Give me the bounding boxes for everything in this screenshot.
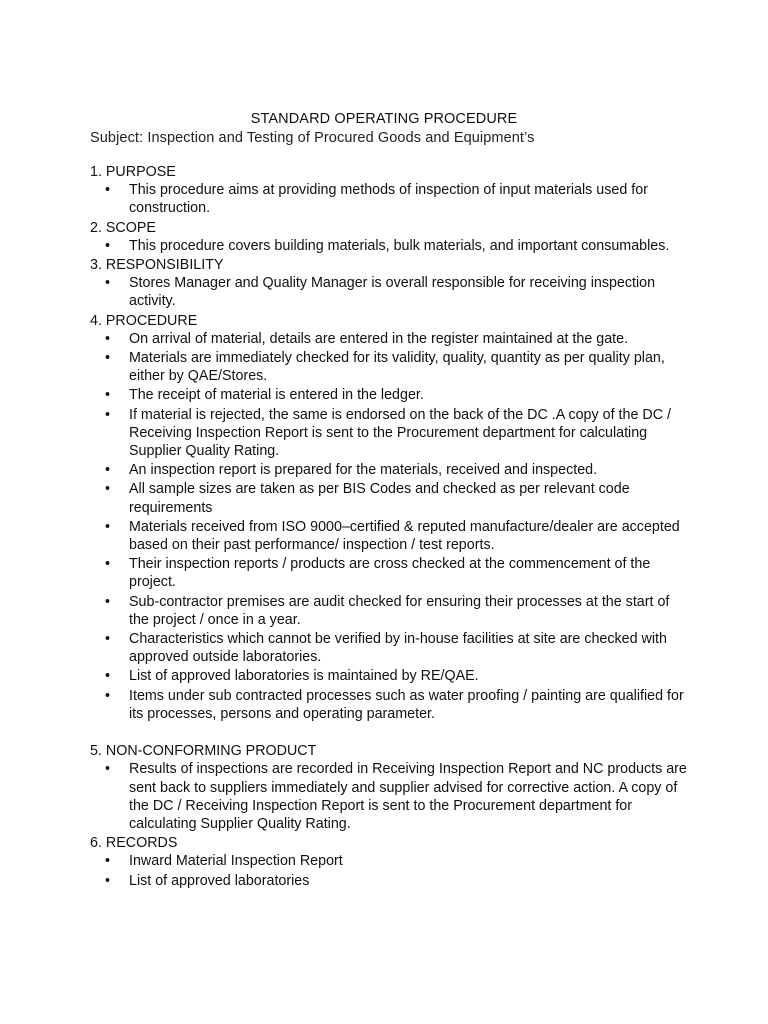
- bullet-icon: •: [105, 406, 111, 423]
- list-item: [90, 872, 690, 890]
- list-item-text: Materials are immediately checked for its validity, quality, quantity as per quality plan, either by QAE/Stores.: [129, 350, 665, 385]
- bullet-icon: •: [105, 481, 111, 498]
- section-heading: 6. RECORDS: [90, 835, 178, 852]
- section-heading: 5. NON-CONFORMING PRODUCT: [90, 743, 317, 760]
- list-item-text: Items under sub contracted processes such as water proofing / painting are qualified for its processes, persons and operating parameter.: [129, 687, 684, 722]
- list-item: [90, 518, 690, 554]
- section-procedure: [90, 312, 690, 723]
- document-body: [90, 163, 690, 891]
- bullet-icon: •: [105, 853, 111, 870]
- list-item: [90, 181, 690, 217]
- bullet-icon: •: [105, 556, 111, 573]
- list-item-text: Results of inspections are recorded in Receiving Inspection Report and NC products are sent back to suppliers immediately and supplier advised for corrective action. A copy of the DC / Receiving Inspection Report is sent to the Procurement department for calculating Supplier Quality Rating.: [129, 761, 687, 832]
- list-item: [90, 386, 690, 404]
- list-item-text: Materials received from ISO 9000–certified & reputed manufacture/dealer are accepted based on their past performance/ inspection / test reports.: [129, 518, 680, 554]
- list-item-text: Their inspection reports / products are cross checked at the commencement of the project.: [129, 556, 651, 591]
- bullet-icon: •: [105, 462, 111, 479]
- list-item-text: The receipt of material is entered in the ledger.: [129, 387, 424, 404]
- list-item-text: If material is rejected, the same is endorsed on the back of the DC .A copy of the DC / Receiving Inspection Report is sent to the Procurement department for calculating Supplier Quality Rating.: [129, 406, 671, 460]
- section-heading: 1. PURPOSE: [90, 164, 176, 180]
- bullet-icon: •: [105, 872, 111, 889]
- section-responsibility: [90, 256, 690, 311]
- list-item: [90, 760, 690, 833]
- bullet-icon: •: [105, 518, 111, 535]
- list-item-text: Stores Manager and Quality Manager is overall responsible for receiving inspection activity.: [129, 275, 656, 310]
- bullet-list: [90, 852, 690, 889]
- list-item-text: List of approved laboratories is maintained by RE/QAE.: [129, 668, 479, 685]
- bullet-list: [90, 237, 690, 255]
- document-title: STANDARD OPERATING PROCEDURE: [250, 111, 518, 127]
- bullet-icon: •: [105, 237, 111, 254]
- list-item: [90, 406, 690, 461]
- bullet-icon: •: [105, 593, 111, 610]
- list-item: [90, 852, 690, 870]
- list-item: [90, 687, 690, 723]
- section-heading: 4. PROCEDURE: [90, 312, 198, 329]
- section-records: [90, 834, 690, 890]
- list-item: [90, 667, 690, 685]
- list-item-text: Characteristics which cannot be verified by in-house facilities at site are checked with approved outside laboratories.: [129, 631, 667, 666]
- list-item: [90, 274, 690, 310]
- list-item: [90, 349, 690, 385]
- bullet-icon: •: [105, 668, 111, 685]
- section-heading: 3. RESPONSIBILITY: [90, 257, 224, 274]
- list-item: [90, 630, 690, 666]
- bullet-icon: •: [105, 330, 111, 347]
- section-scope: [90, 219, 690, 255]
- section-purpose: [90, 163, 690, 218]
- list-item-text: All sample sizes are taken as per BIS Codes and checked as per relevant code requirements: [129, 481, 630, 516]
- list-item: [90, 461, 690, 479]
- bullet-icon: •: [105, 350, 111, 367]
- list-item: [90, 480, 690, 516]
- list-item-text: Inward Material Inspection Report: [129, 853, 343, 870]
- bullet-icon: •: [105, 387, 111, 404]
- section-heading: 2. SCOPE: [90, 219, 156, 236]
- list-item-text: Sub-contractor premises are audit checked for ensuring their processes at the start of the project / once in a year.: [129, 593, 670, 628]
- bullet-list: [90, 181, 690, 217]
- bullet-icon: •: [105, 631, 111, 648]
- document-subject: Subject: Inspection and Testing of Procured Goods and Equipment’s: [90, 130, 535, 146]
- spacer: [90, 724, 690, 742]
- bullet-icon: •: [105, 761, 111, 778]
- bullet-list: [90, 330, 690, 723]
- bullet-icon: •: [105, 687, 111, 704]
- bullet-list: [90, 760, 690, 833]
- bullet-icon: •: [105, 182, 111, 199]
- list-item: [90, 555, 690, 591]
- bullet-list: [90, 274, 690, 310]
- list-item-text: On arrival of material, details are entered in the register maintained at the gate.: [129, 330, 629, 347]
- section-non-conforming-product: [90, 742, 690, 833]
- list-item-text: An inspection report is prepared for the materials, received and inspected.: [129, 462, 598, 479]
- list-item-text: List of approved laboratories: [129, 872, 310, 889]
- list-item: [90, 330, 690, 348]
- list-item-text: This procedure aims at providing methods of inspection of input materials used for construction.: [129, 182, 648, 217]
- list-item-text: This procedure covers building materials, bulk materials, and important consumables.: [129, 237, 670, 254]
- bullet-icon: •: [105, 275, 111, 292]
- list-item: [90, 593, 690, 629]
- list-item: [90, 237, 690, 255]
